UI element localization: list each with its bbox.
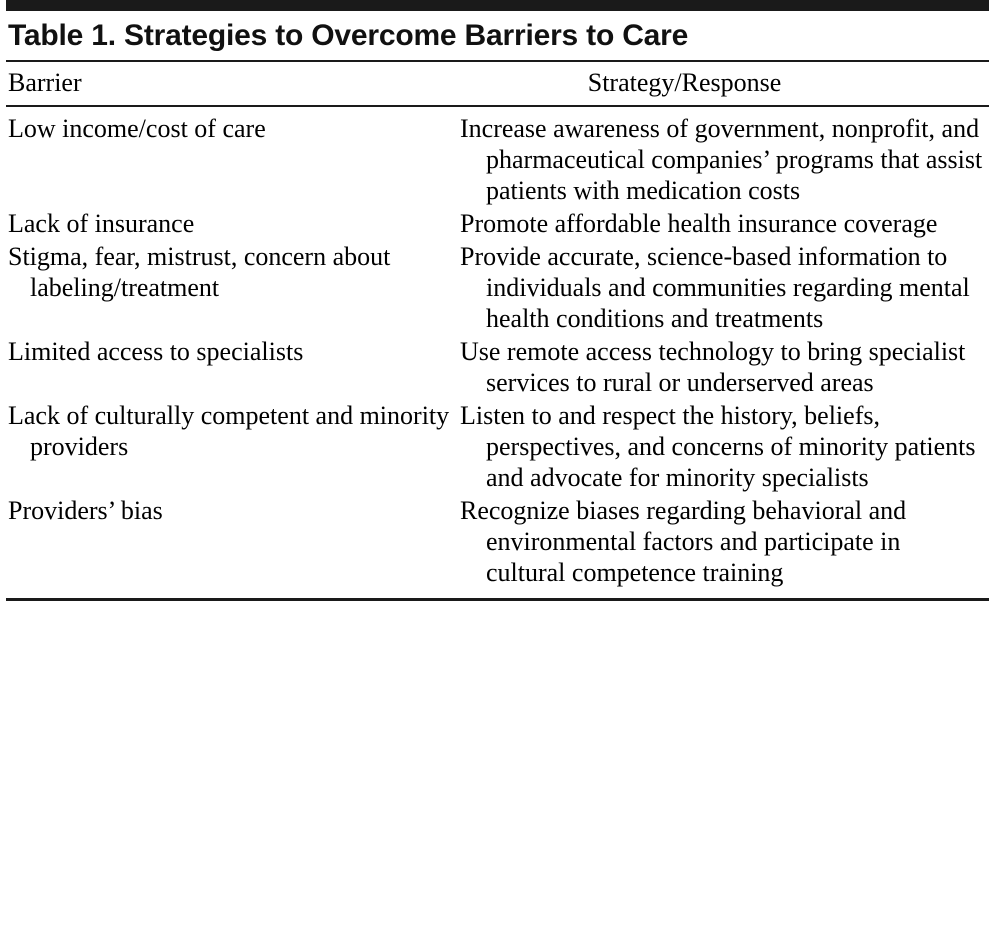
cell-strategy: Provide accurate, science-based information to individuals and communities regarding mental health conditions and treatments [460, 242, 970, 333]
table-bottom-rule [6, 598, 989, 601]
table-row [6, 241, 989, 334]
cell-barrier: Providers’ bias [8, 496, 163, 525]
cell-barrier: Low income/cost of care [8, 114, 266, 143]
table-row [6, 495, 989, 588]
cell-strategy: Listen to and respect the history, beliefs, perspectives, and concerns of minority patients and advocate for minority specialists [460, 401, 976, 492]
cell-strategy: Promote affordable health insurance coverage [460, 209, 938, 238]
cell-strategy: Recognize biases regarding behavioral and environmental factors and participate in cultural competence training [460, 496, 907, 587]
cell-barrier: Stigma, fear, mistrust, concern about labeling/treatment [8, 242, 391, 302]
table-row [6, 336, 989, 398]
cell-barrier: Limited access to specialists [8, 337, 304, 366]
column-header-barrier: Barrier [8, 68, 82, 97]
cell-barrier: Lack of culturally competent and minority providers [8, 401, 450, 461]
cell-strategy: Use remote access technology to bring specialist services to rural or underserved areas [460, 337, 966, 397]
column-header-strategy: Strategy/Response [587, 68, 782, 97]
table-row [6, 208, 989, 239]
table-top-rule [6, 0, 989, 11]
table-body [6, 107, 989, 588]
table-row [6, 113, 989, 206]
table-header-row [6, 62, 989, 105]
table-title: Table 1. Strategies to Overcome Barriers to Care [8, 19, 689, 52]
cell-barrier: Lack of insurance [8, 209, 195, 238]
table-row [6, 400, 989, 493]
cell-strategy: Increase awareness of government, nonprofit, and pharmaceutical companies’ programs that assist patients with medication costs [460, 114, 983, 205]
